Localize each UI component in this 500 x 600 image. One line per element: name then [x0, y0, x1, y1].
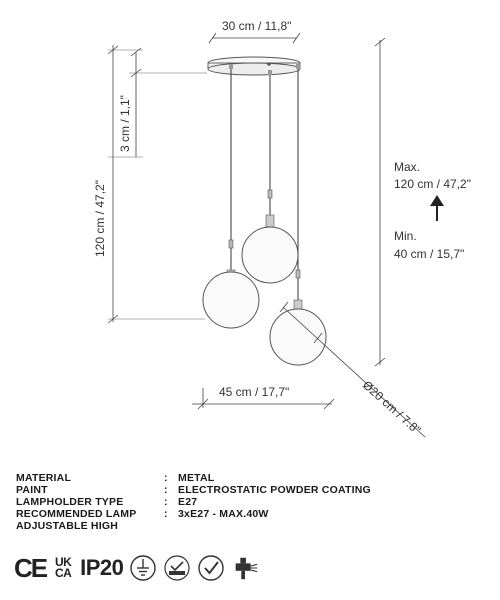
canopy-width-dimension	[209, 33, 300, 43]
spec-separator: :	[164, 508, 168, 520]
adjust-min-label: Min.	[394, 229, 417, 243]
adjust-max-value: 120 cm / 47,2"	[394, 177, 471, 191]
right-height-dimension	[375, 38, 385, 366]
ukca-top: UK	[54, 555, 72, 569]
globe-middle	[242, 227, 298, 283]
spec-key: LAMPHOLDER TYPE	[16, 496, 124, 508]
canopy-height-dimension	[131, 48, 141, 157]
reach-icon	[163, 553, 191, 583]
spec-key: PAINT	[16, 484, 48, 496]
spec-separator: :	[164, 472, 168, 484]
specifications-list	[16, 472, 486, 532]
checkmark-approval-icon	[197, 553, 225, 583]
adjust-max-label: Max.	[394, 160, 421, 174]
canopy-height-label: 3 cm / 1,1"	[118, 95, 132, 152]
spec-value: ELECTROSTATIC POWDER COATING	[178, 484, 371, 496]
spec-value: 3xE27 - MAX.40W	[178, 508, 269, 520]
glass-globes	[203, 227, 326, 365]
spec-key: MATERIAL	[16, 472, 72, 484]
spec-value	[178, 520, 486, 532]
ukca-bottom: CA	[54, 566, 72, 580]
spec-separator: :	[164, 496, 168, 508]
spec-separator	[164, 520, 178, 532]
spec-row	[16, 508, 486, 520]
adjust-min-value: 40 cm / 15,7"	[394, 247, 465, 261]
spec-value: METAL	[178, 472, 215, 484]
globe-left	[203, 272, 259, 328]
ukca-mark	[52, 557, 74, 579]
spec-key: RECOMMENDED LAMP	[16, 508, 137, 520]
total-height-dimension	[108, 45, 118, 323]
up-arrow-icon	[430, 195, 444, 221]
canopy	[208, 57, 300, 75]
certification-marks	[14, 549, 259, 587]
ce-mark: CE	[14, 552, 47, 583]
spec-key: ADJUSTABLE HIGH	[16, 520, 118, 532]
ip-rating: IP20	[80, 555, 124, 580]
spec-row	[16, 496, 486, 508]
earth-ground-icon	[129, 553, 157, 583]
globe-right	[270, 309, 326, 365]
extension-lines	[108, 50, 207, 319]
globe-diameter-label: Ø20 cm / 7.8"	[359, 377, 424, 438]
spec-separator: :	[164, 484, 168, 496]
spec-row	[16, 472, 486, 484]
spec-row	[16, 520, 486, 532]
spec-row	[16, 484, 486, 496]
spread-width-label: 45 cm / 17,7"	[219, 385, 290, 399]
sprayer-icon	[231, 553, 259, 583]
spec-value: E27	[178, 496, 198, 508]
total-height-label: 120 cm / 47,2"	[93, 180, 107, 257]
canopy-width-label: 30 cm / 11,8"	[222, 19, 292, 33]
